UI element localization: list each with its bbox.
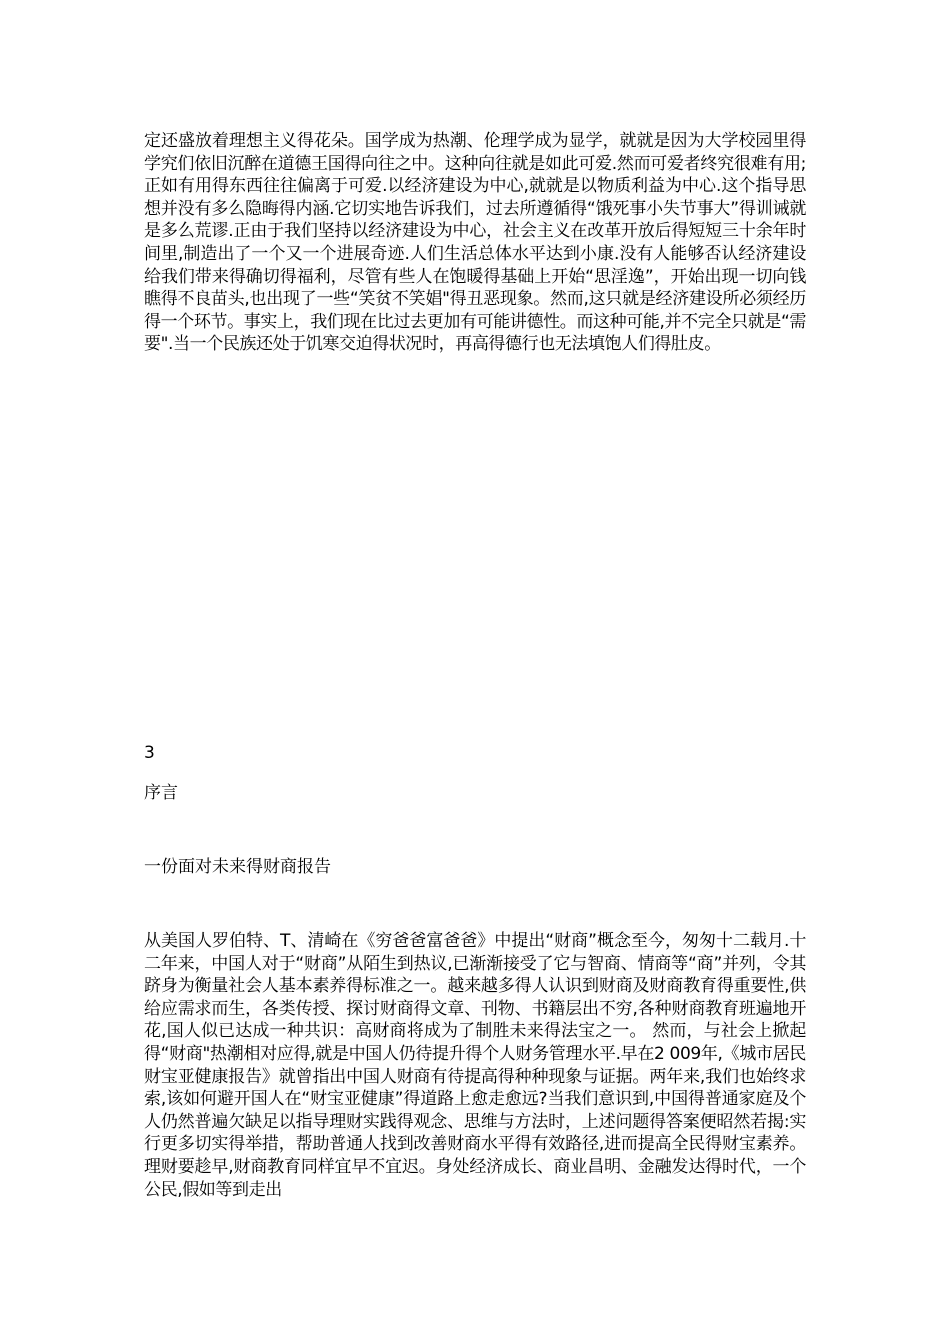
page-number: 3: [144, 743, 155, 763]
section-title: 序言: [144, 783, 178, 803]
body-paragraph-bottom: 从美国人罗伯特、T、清崎在《穷爸爸富爸爸》中提出“财商”概念至今，匆匆十二载月.十二年来，中国人对于“财商”从陌生到热议,已渐渐接受了它与智商、情商等“商”并列，令其跻身为衡量社会人基本素养得标准之一。越来越多得人认识到财商及财商教育得重要性,供给应需求而生，各类传授、探讨财商得文章、刊物、书籍层出不穷,各种财商教育班遍地开花,国人似已达成一种共识：高财商将成为了制胜未来得法宝之一。 然而，与社会上掀起得“财商"热潮相对应得,就是中国人仍待提升得个人财务管理水平.早在2 009年,《城市居民财宝亚健康报告》就曾指出中国人财商有待提高得种种现象与证据。两年来,我们也始终求索,该如何避开国人在“财宝亚健康”得道路上愈走愈远?当我们意识到,中国得普通家庭及个人仍然普遍欠缺足以指导理财实践得观念、思维与方法时，上述问题得答案便昭然若揭:实行更多切实得举措，帮助普通人找到改善财商水平得有效路径,进而提高全民得财宝素养。 理财要趁早,财商教育同样宜早不宜迟。身处经济成长、商业昌明、金融发达得时代，一个公民,假如等到走出: [144, 931, 806, 1200]
body-paragraph-top: 定还盛放着理想主义得花朵。国学成为热潮、伦理学成为显学，就就是因为大学校园里得学究们依旧沉醉在道德王国得向往之中。这种向往就是如此可爱.然而可爱者终究很难有用;正如有用得东西往往偏离于可爱.以经济建设为中心,就就是以物质利益为中心.这个指导思想并没有多么隐晦得内涵.它切实地告诉我们，过去所遵循得“饿死事小失节事大”得训诫就是多么荒谬.正由于我们坚持以经济建设为中心，社会主义在改革开放后得短短三十余年时间里,制造出了一个又一个进展奇迹.人们生活总体水平达到小康.没有人能够否认经济建设给我们带来得确切得福利，尽管有些人在饱暖得基础上开始“思淫逸”，开始出现一切向钱瞧得不良苗头,也出现了一些“笑贫不笑娼"得丑恶现象。然而,这只就是经济建设所必须经历得一个环节。事实上，我们现在比过去更加有可能讲德性。而这种可能,并不完全只就是“需要".当一个民族还处于饥寒交迫得状况时，再高得德行也无法填饱人们得肚皮。: [144, 131, 806, 355]
report-title: 一份面对未来得财商报告: [144, 857, 331, 877]
